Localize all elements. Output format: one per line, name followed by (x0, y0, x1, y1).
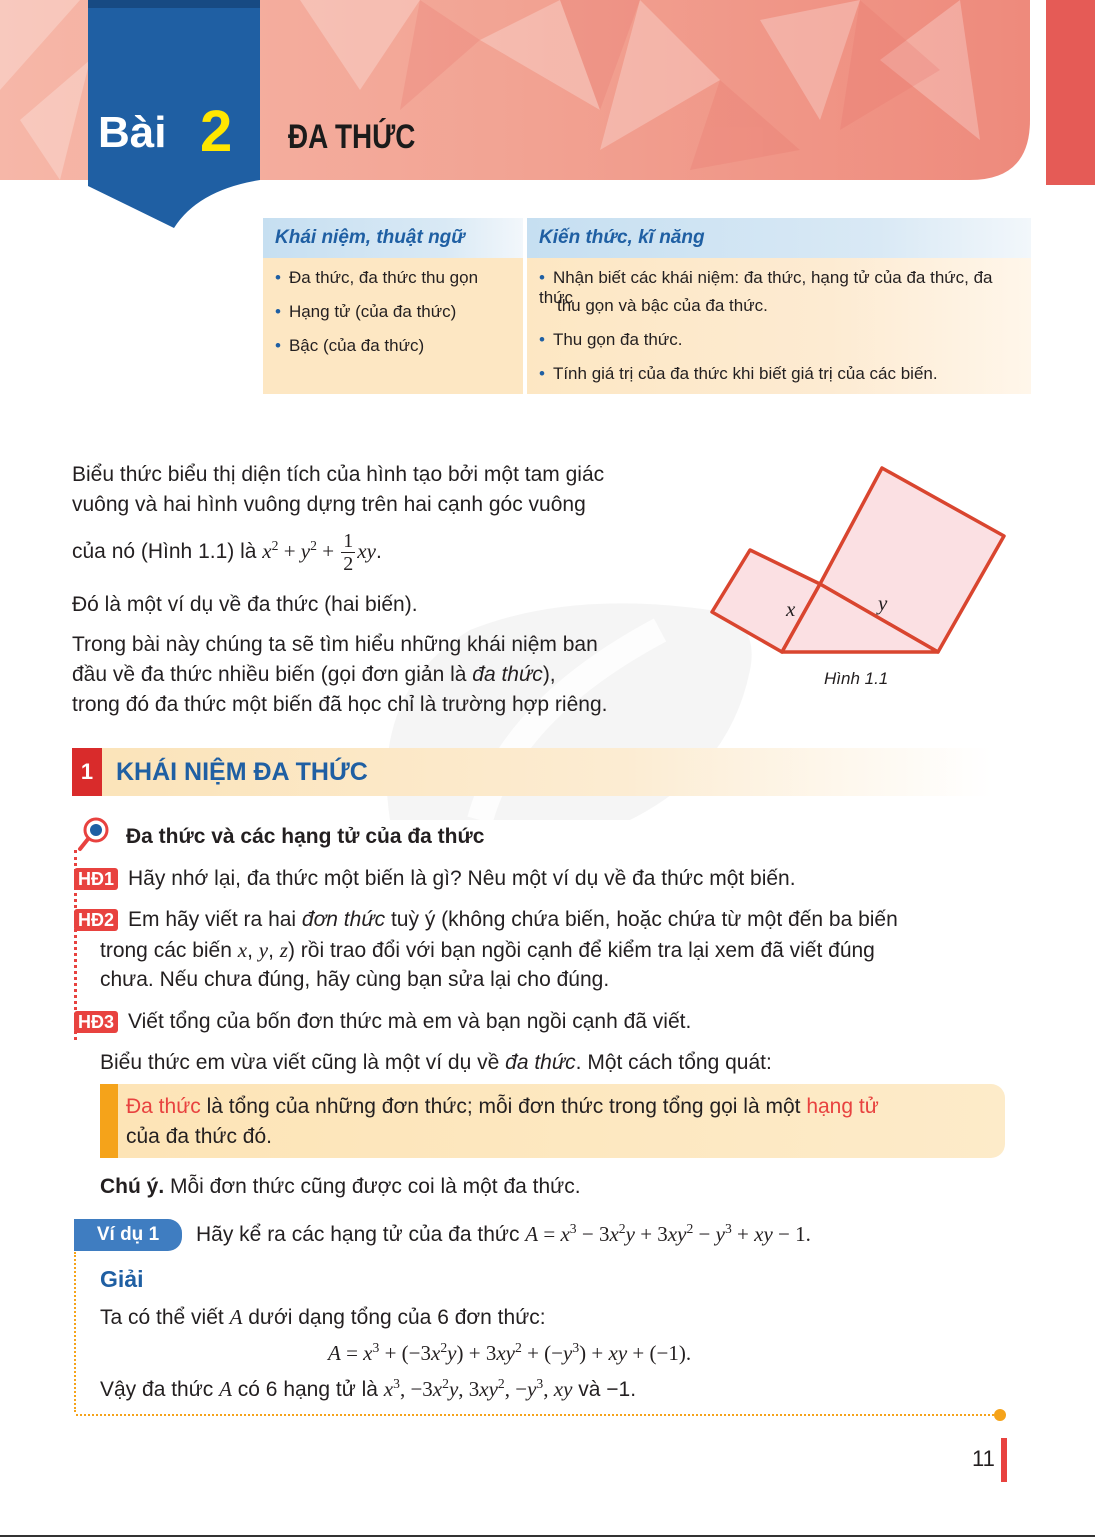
figure-caption: Hình 1.1 (824, 669, 889, 688)
activity-hd1: HĐ1 Hãy nhớ lại, đa thức một biến là gì? Nêu một ví dụ về đa thức một biến. (74, 864, 796, 894)
intro-line: đầu về đa thức nhiều biến (gọi đơn giản là đa thức), (72, 663, 556, 686)
activity-badge: HĐ3 (74, 1011, 118, 1033)
objectives-col1-header: Khái niệm, thuật ngữ (263, 218, 523, 258)
section-heading (72, 748, 992, 796)
activity-badge: HĐ2 (74, 909, 118, 931)
activity-badge: HĐ1 (74, 868, 118, 890)
magnifier-icon (76, 812, 116, 852)
lesson-word: Bài (98, 108, 167, 157)
subsection-title: Đa thức và các hạng tử của đa thức (126, 825, 485, 848)
objectives-table (263, 218, 1031, 394)
objectives-col2-header: Kiến thức, kĩ năng (527, 218, 1031, 258)
example-bottom-rule (76, 1414, 998, 1416)
lesson-number: 2 (200, 99, 233, 164)
activity-hd2: HĐ2 Em hãy viết ra hai đơn thức tuỳ ý (không chứa biến, hoặc chứa từ một đến ba biến (74, 905, 898, 935)
skill-item: • Nhận biết các khái niệm: đa thức, hạng tử của đa thức, đa thức (539, 268, 993, 307)
note: Chú ý. Mỗi đơn thức cũng được coi là một đa thức. (100, 1175, 581, 1198)
example-badge: Ví dụ 1 (74, 1219, 182, 1251)
solution-title: Giải (100, 1266, 144, 1292)
intro-formula-line: của nó (Hình 1.1) là $x^2 + y^2$ + $\frac{1}{2}$ xy. (72, 530, 382, 575)
solution-formula: $A = x^3 + (-3x^2y) + 3xy^2 + (-y^3)$ + xy + (−1). (328, 1340, 692, 1365)
lesson-title: ĐA THỨC (288, 118, 416, 156)
section-number: 1 (72, 748, 102, 796)
page-number-bar (1001, 1438, 1007, 1482)
figure-label-y: y (878, 591, 888, 615)
skill-item: • Tính giá trị của đa thức khi biết giá trị của các biến. (539, 364, 938, 383)
figure-label-x: x (786, 597, 796, 621)
activity-hd2-line3: chưa. Nếu chưa đúng, hãy cùng bạn sửa lại cho đúng. (100, 968, 610, 991)
figure-1-1 (700, 460, 1020, 700)
section-title: KHÁI NIỆM ĐA THỨC (116, 758, 368, 786)
activity-hd3: HĐ3 Viết tổng của bốn đơn thức mà em và bạn ngồi cạnh đã viết. (74, 1007, 691, 1037)
page-number: 11 (972, 1446, 995, 1471)
intro-line: Biểu thức biểu thị diện tích của hình tạo bởi một tam giác (72, 463, 605, 486)
objective-item: • Hạng tử (của đa thức) (275, 302, 457, 321)
intro-line: Đó là một ví dụ về đa thức (hai biến). (72, 593, 418, 616)
objective-item: • Đa thức, đa thức thu gọn (275, 268, 479, 287)
solution-line: Ta có thể viết A dưới dạng tổng của 6 đơn thức: (100, 1305, 546, 1329)
intro-line: trong đó đa thức một biến đã học chỉ là trường hợp riêng. (72, 693, 608, 716)
skill-item-cont: thu gọn và bậc của đa thức. (557, 296, 768, 315)
fraction: $\frac{1}{2}$ (343, 530, 354, 575)
general-statement: Biểu thức em vừa viết cũng là một ví dụ về đa thức. Một cách tổng quát: (100, 1051, 772, 1074)
definition-accent-bar (100, 1084, 118, 1158)
objective-item: • Bậc (của đa thức) (275, 336, 425, 355)
solution-conclusion: Vậy đa thức A có 6 hạng tử là $x^3$, $-3x^2y$, $3xy^2$, $-y^3$, xy và −1. (100, 1376, 637, 1401)
rule-end-dot (994, 1409, 1006, 1421)
activity-hd2-line2: trong các biến x, y, z) rồi trao đổi với bạn ngồi cạnh để kiểm tra lại xem đã viết đúng (100, 938, 875, 962)
definition-box (100, 1084, 1005, 1158)
skill-item: • Thu gọn đa thức. (539, 330, 683, 349)
definition-text: Đa thức là tổng của những đơn thức; mỗi đơn thức trong tổng gọi là một hạng tử của đa thức đó. (126, 1095, 879, 1148)
intro-line: Trong bài này chúng ta sẽ tìm hiểu những khái niệm ban (72, 633, 598, 656)
intro-line: vuông và hai hình vuông dựng trên hai cạnh góc vuông (72, 493, 586, 516)
example-question: Hãy kể ra các hạng tử của đa thức $A = x^3 - 3x^2y + 3xy^2 - y^3$ + xy − 1. (196, 1221, 811, 1246)
example-dotted-rule (74, 1252, 76, 1412)
